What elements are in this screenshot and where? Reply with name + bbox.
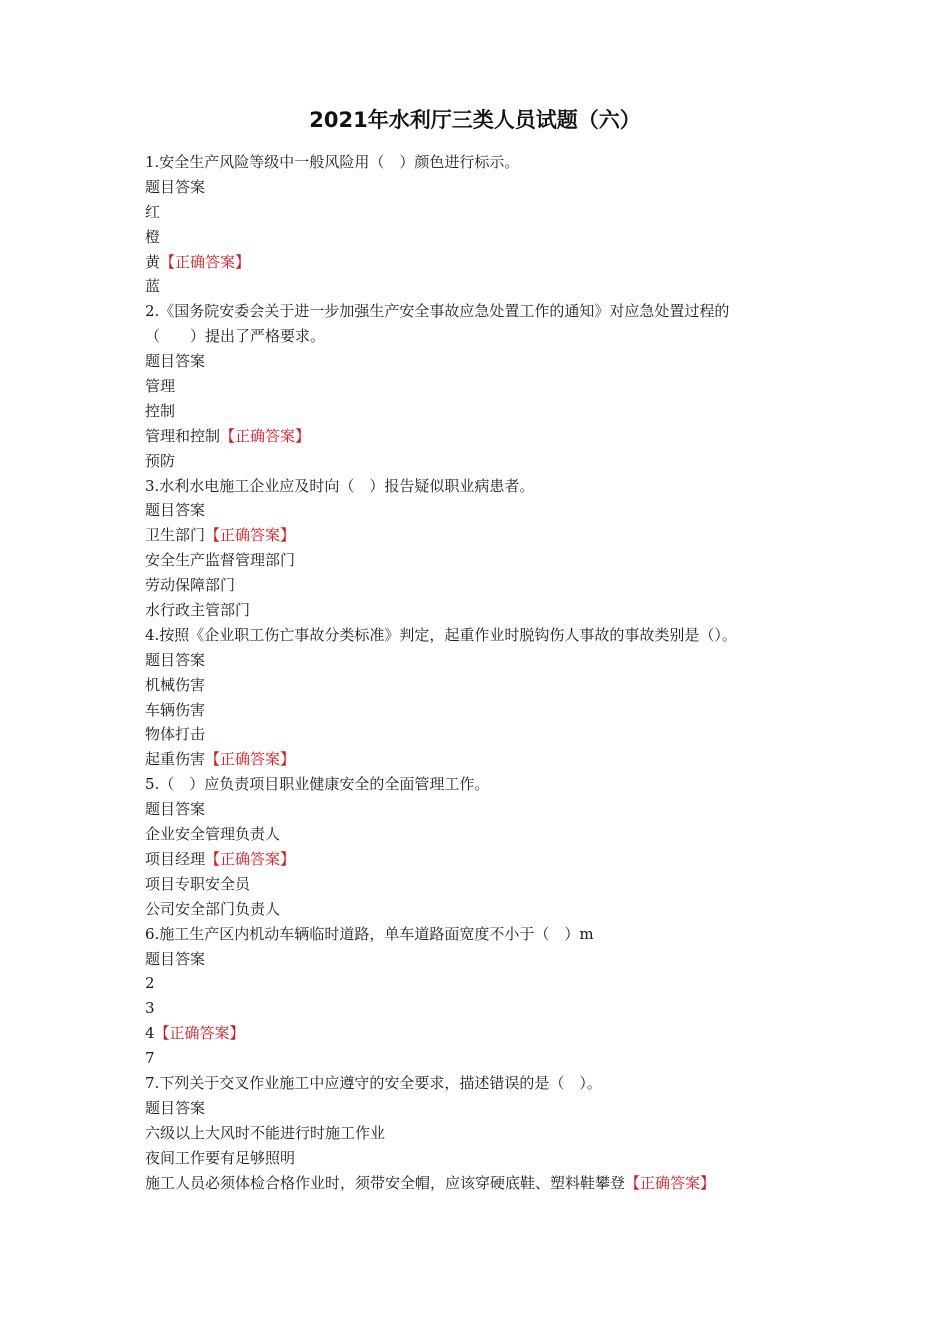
answer-option	[145, 872, 845, 897]
option-text: 安全生产监督管理部门	[145, 551, 296, 570]
correct-answer-mark: 【正确答案】	[625, 1173, 716, 1192]
answer-option	[145, 449, 845, 474]
answer-option	[145, 1121, 845, 1146]
answer-header: 题目答案	[145, 800, 206, 819]
option-text: 预防	[145, 451, 176, 470]
answer-option	[145, 573, 845, 598]
option-text: 蓝	[145, 277, 161, 296]
question-text: 4.按照《企业职工伤亡事故分类标准》判定，起重作业时脱钩伤人事故的事故类别是（）。	[145, 625, 737, 644]
question-list	[145, 150, 845, 1195]
option-text: 夜间工作要有足够照明	[145, 1148, 296, 1167]
question-text: 2.《国务院安委会关于进一步加强生产安全事故应急处置工作的通知》对应急处置过程的	[145, 302, 730, 321]
answer-option	[145, 548, 845, 573]
answer-option	[145, 971, 845, 996]
answer-option	[145, 200, 845, 225]
correct-answer-mark: 【正确答案】	[160, 252, 251, 271]
option-text: 卫生部门	[145, 526, 206, 545]
answer-option	[145, 1146, 845, 1171]
question-text: （ ）提出了严格要求。	[145, 327, 326, 346]
answer-option	[145, 523, 845, 548]
correct-answer-mark: 【正确答案】	[205, 526, 296, 545]
option-text: 机械伤害	[145, 675, 206, 694]
answer-header: 题目答案	[145, 352, 206, 371]
option-text: 公司安全部门负责人	[145, 899, 281, 918]
answer-option	[145, 1171, 845, 1196]
answer-option	[145, 225, 845, 250]
question-text: 3.水利水电施工企业应及时向（ ）报告疑似职业病患者。	[145, 476, 535, 495]
answer-option	[145, 698, 845, 723]
question-text: 7.下列关于交叉作业施工中应遵守的安全要求，描述错误的是（ ）。	[145, 1073, 602, 1092]
option-text: 项目经理	[145, 849, 206, 868]
option-text: 2	[145, 974, 155, 993]
answer-option	[145, 722, 845, 747]
answer-header: 题目答案	[145, 1098, 206, 1117]
answer-option	[145, 673, 845, 698]
option-text: 水行政主管部门	[145, 601, 251, 620]
answer-header: 题目答案	[145, 949, 206, 968]
answer-option	[145, 822, 845, 847]
document-title: 2021年水利厅三类人员试题（六）	[309, 108, 641, 132]
option-text: 4	[145, 1024, 155, 1043]
answer-option	[145, 424, 845, 449]
option-text: 管理	[145, 377, 176, 396]
correct-answer-mark: 【正确答案】	[220, 426, 311, 445]
answer-header: 题目答案	[145, 177, 206, 196]
answer-option	[145, 847, 845, 872]
option-text: 项目专职安全员	[145, 874, 251, 893]
answer-option	[145, 1046, 845, 1071]
option-text: 红	[145, 202, 161, 221]
answer-header: 题目答案	[145, 501, 206, 520]
question-text: 5.（ ）应负责项目职业健康安全的全面管理工作。	[145, 775, 490, 794]
option-text: 物体打击	[145, 725, 206, 744]
answer-option	[145, 399, 845, 424]
option-text: 企业安全管理负责人	[145, 825, 281, 844]
answer-option	[145, 374, 845, 399]
correct-answer-mark: 【正确答案】	[205, 849, 296, 868]
option-text: 施工人员必须体检合格作业时，须带安全帽，应该穿硬底鞋、塑料鞋攀登	[145, 1173, 626, 1192]
answer-option	[145, 996, 845, 1021]
answer-option	[145, 598, 845, 623]
correct-answer-mark: 【正确答案】	[154, 1024, 245, 1043]
option-text: 车辆伤害	[145, 700, 206, 719]
option-text: 六级以上大风时不能进行时施工作业	[145, 1123, 386, 1142]
answer-option	[145, 747, 845, 772]
answer-header: 题目答案	[145, 650, 206, 669]
option-text: 7	[145, 1049, 155, 1068]
option-text: 3	[145, 999, 155, 1018]
question-text: 6.施工生产区内机动车辆临时道路，单车道路面宽度不小于（ ）m	[145, 924, 594, 943]
option-text: 控制	[145, 401, 176, 420]
option-text: 起重伤害	[145, 750, 206, 769]
option-text: 劳动保障部门	[145, 576, 236, 595]
question-text: 1.安全生产风险等级中一般风险用（ ）颜色进行标示。	[145, 153, 520, 171]
option-text: 黄	[145, 252, 161, 271]
correct-answer-mark: 【正确答案】	[205, 750, 296, 769]
option-text: 橙	[145, 227, 161, 246]
option-text: 管理和控制	[145, 426, 221, 445]
answer-option	[145, 250, 845, 275]
answer-option	[145, 1021, 845, 1046]
answer-option	[145, 274, 845, 299]
answer-option	[145, 897, 845, 922]
